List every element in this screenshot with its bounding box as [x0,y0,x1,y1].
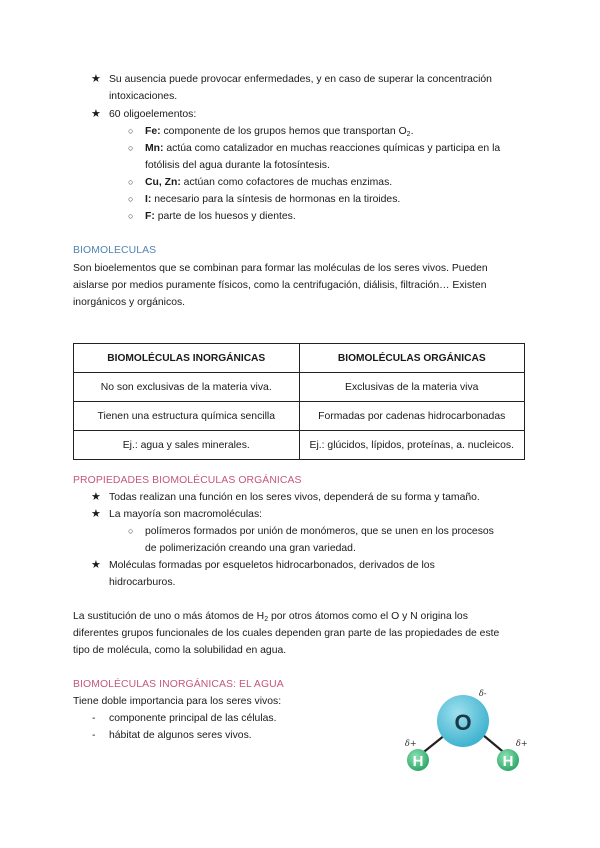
star-bullet-icon: ★ [91,508,101,520]
sub-item-mn: Mn: actúa como catalizador en muchas reacciones químicas y participa en la [145,143,501,154]
hydrogen-label-left: H [412,753,424,770]
section-heading-agua: BIOMOLÉCULAS INORGÁNICAS: EL AGUA [73,679,284,690]
section-heading-biomoleculas: BIOMOLECULAS [73,245,157,256]
sub-item-f: F: parte de los huesos y dientes. [145,211,296,222]
circle-bullet-icon: ○ [128,211,134,221]
sub-item-fe: Fe: componente de los grupos hemos que transportan $O_2$. [145,126,414,138]
sub-item-text: de polimerización creando una gran variedad. [145,543,356,554]
paragraph-line: diferentes grupos funcionales de los cuales dependen gran parte de las propiedades de este [73,628,500,639]
circle-bullet-icon: ○ [128,177,134,187]
paragraph-line: Tiene doble importancia para los seres vivos: [73,696,282,707]
table-cell: Ej.: agua y sales minerales. [74,431,300,460]
bullet-text: La mayoría son macromoléculas: [109,509,263,520]
oxygen-label: O [454,710,472,735]
circle-bullet-icon: ○ [128,143,134,153]
dash-bullet-icon: - [92,713,96,724]
bullet-text: intoxicaciones. [109,91,178,102]
dash-bullet-icon: - [92,730,96,741]
table-row [74,373,525,402]
bullet-text: Su ausencia puede provocar enfermedades, y en caso de superar la concentración [109,74,492,85]
table-header-inorganicas: BIOMOLÉCULAS INORGÁNICAS [74,344,300,373]
circle-bullet-icon: ○ [128,194,134,204]
paragraph-line: La sustitución de uno o más átomos de $H_2$ por otros átomos como el O y N origina los [73,611,468,623]
table-header-organicas: BIOMOLÉCULAS ORGÁNICAS [299,344,525,373]
table-cell: Ej.: glúcidos, lípidos, proteínas, a. nucleicos. [299,431,525,460]
delta-positive-left-label: δ+ [405,739,417,748]
delta-positive-right-label: δ+ [516,739,528,748]
biomoleculas-table [73,343,525,460]
bullet-text: Todas realizan una función en los seres vivos, dependerá de su forma y tamaño. [109,492,480,503]
paragraph-line: tipo de molécula, como la solubilidad en agua. [73,645,287,656]
bullet-text: 60 oligoelementos: [109,109,197,120]
section-heading-propiedades: PROPIEDADES BIOMOLÉCULAS ORGÁNICAS [73,475,302,486]
paragraph-line: Son bioelementos que se combinan para formar las moléculas de los seres vivos. Pueden [73,263,488,274]
sub-item-cuzn: Cu, Zn: actúan como cofactores de muchas enzimas. [145,177,393,188]
paragraph-line: aislarse por medios puramente físicos, como la centrifugación, diálisis, filtración… Existen [73,280,487,291]
dash-item-text: hábitat de algunos seres vivos. [109,730,252,741]
dash-item-text: componente principal de las células. [109,713,277,724]
table-cell: No son exclusivas de la materia viva. [74,373,300,402]
star-bullet-icon: ★ [91,491,101,503]
star-bullet-icon: ★ [91,108,101,120]
sub-item-mn-cont: fotólisis del agua durante la fotosíntesis. [145,160,330,171]
bullet-text: hidrocarburos. [109,577,176,588]
sub-item-text: polímeros formados por unión de monómeros, que se unen en los procesos [145,526,494,537]
delta-negative-label: δ- [479,689,487,698]
sub-item-i: I: necesario para la síntesis de hormonas en la tiroides. [145,194,401,205]
circle-bullet-icon: ○ [128,526,134,536]
table-cell: Tienen una estructura química sencilla [74,402,300,431]
table-cell: Exclusivas de la materia viva [299,373,525,402]
hydrogen-label-right: H [502,753,514,770]
circle-bullet-icon: ○ [128,126,134,136]
table-row [74,402,525,431]
water-molecule-diagram [395,680,535,780]
paragraph-line: inorgánicos y orgánicos. [73,297,186,308]
star-bullet-icon: ★ [91,73,101,85]
star-bullet-icon: ★ [91,559,101,571]
bullet-text: Moléculas formadas por esqueletos hidrocarbonados, derivados de los [109,560,435,571]
table-header-row [74,344,525,373]
table-row [74,431,525,460]
table-cell: Formadas por cadenas hidrocarbonadas [299,402,525,431]
